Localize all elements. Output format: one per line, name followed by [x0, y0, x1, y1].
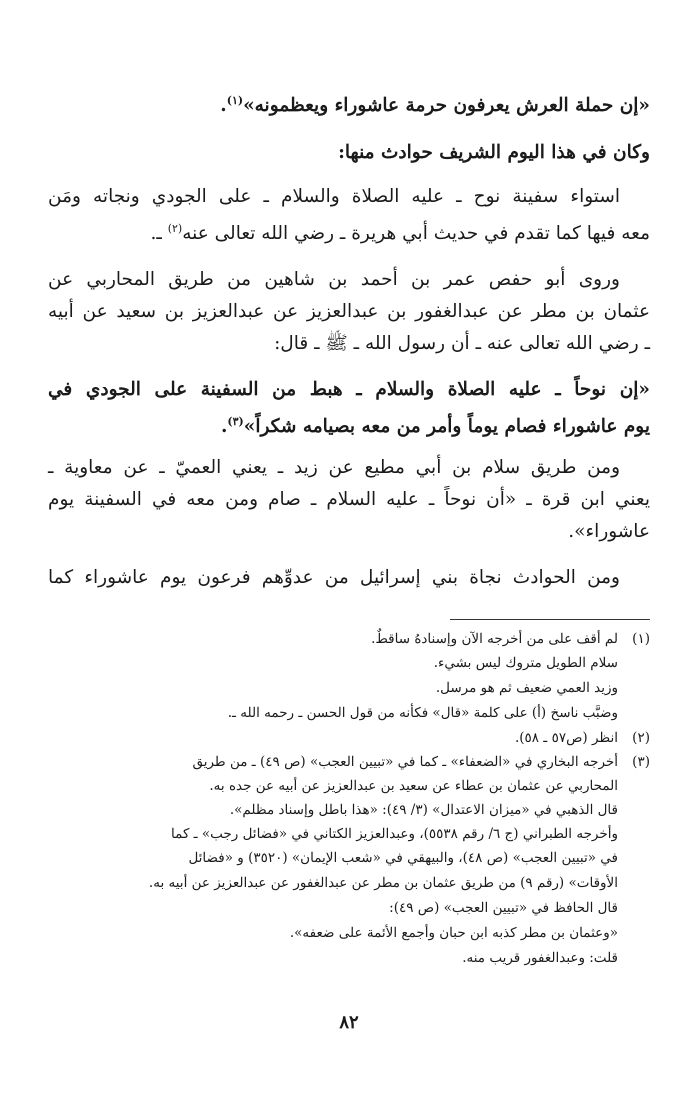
footnote-1: [48, 628, 650, 650]
footnote-2: [48, 727, 650, 749]
paragraph-line: [48, 213, 650, 250]
punctuation: ـ.: [150, 223, 168, 245]
footnote-line: قلت: وعبدالغفور قريب منه.: [462, 950, 618, 966]
quote-paragraph-1: [48, 85, 650, 122]
footnote-line: الأوقات» (رقم ٩) من طريق عثمان بن مطر عن عبدالغفور عن عبدالعزيز عن أبيه به.: [148, 875, 618, 891]
quote-text: «إن حملة العرش يعرفون حرمة عاشوراء ويعظمونه»: [243, 95, 650, 117]
footnote-number: (٢): [632, 730, 650, 746]
paragraph-text: معه فيها كما تقدم في حديث أبي هريرة ـ رضي الله تعالى عنه: [182, 223, 650, 245]
heading-text: وكان في هذا اليوم الشريف حوادث منها:: [338, 142, 650, 163]
footnote-ref: (١): [226, 94, 244, 107]
footnote-text: انظر (ص٥٧ ـ ٥٨).: [514, 730, 618, 746]
footnote-line: في «تبيين العجب» (ص ٤٨)، والبيهقي في «شعب الإيمان» (٣٥٢٠) و «فضائل: [188, 850, 618, 866]
page-number: ٨٢: [339, 1012, 359, 1033]
paragraph-line: وروى أبو حفص عمر بن أحمد بن شاهين من طريق المحاربي عن: [48, 269, 620, 290]
hadith-text: يوم عاشوراء فصام يوماً وأمر من معه بصيامه شكراً»: [243, 416, 650, 438]
footnote-ref: (٢): [167, 222, 183, 235]
footnote-line: «وعثمان بن مطر كذبه ابن حبان وأجمع الأئمة على ضعفه».: [289, 925, 618, 941]
paragraph-line: عاشوراء».: [568, 521, 650, 542]
punctuation: .: [220, 95, 227, 117]
paragraph-line: يعني ابن قرة ـ «أن نوحاً ـ عليه السلام ـ صام ومن معه في السفينة يوم: [48, 489, 650, 510]
paragraph-line: استواء سفينة نوح ـ عليه الصلاة والسلام ـ على الجودي ونجاته ومَن: [48, 186, 620, 207]
footnote-line: قال الحافظ في «تبيين العجب» (ص ٤٩):: [389, 900, 618, 916]
footnote-line: وأخرجه الطبراني (ج ٦/ رقم ٥٥٣٨)، وعبدالعزيز الكتاني في «فضائل رجب» ـ كما: [171, 826, 618, 842]
paragraph-line: ومن الحوادث نجاة بني إسرائيل من عدوِّهم فرعون يوم عاشوراء كما: [48, 567, 620, 588]
footnote-line: سلام الطويل متروك ليس بشيء.: [433, 655, 618, 671]
footnote-text: أخرجه البخاري في «الضعفاء» ـ كما في «تبيين العجب» (ص ٤٩) ـ من طريق: [192, 754, 618, 770]
footnote-3: [48, 751, 650, 773]
paragraph-line: عثمان بن مطر عن عبدالغفور بن عبدالعزيز عن عبدالعزيز بن سعيد عن أبيه: [48, 301, 650, 322]
footnote-ref: (٣): [227, 415, 244, 428]
footnote-line: وزيد العمي ضعيف ثم هو مرسل.: [435, 680, 618, 696]
hadith-line: [48, 406, 650, 443]
punctuation: .: [220, 416, 228, 438]
footnote-line: وضبَّب ناسخ (أ) على كلمة «قال» فكأنه من قول الحسن ـ رحمه الله ـ.: [227, 705, 618, 721]
footnote-text: لم أقف على من أخرجه الآن وإسنادهُ ساقطٌ.: [371, 631, 618, 647]
footnote-line: قال الذهبي في «ميزان الاعتدال» (٣/ ٤٩): «هذا باطل وإسناد مظلم».: [229, 802, 618, 818]
paragraph-line: ـ رضي الله تعالى عنه ـ أن رسول الله ـ ﷺ ـ قال:: [274, 333, 650, 354]
footnote-number: (١): [632, 631, 650, 647]
footnote-separator: [450, 619, 650, 620]
footnote-number: (٣): [632, 754, 650, 770]
hadith-line: «إن نوحاً ـ عليه الصلاة والسلام ـ هبط من السفينة على الجودي في: [48, 379, 650, 400]
paragraph-line: ومن طريق سلام بن أبي مطيع عن زيد ـ يعني العميّ ـ عن معاوية ـ: [48, 457, 620, 478]
footnote-line: المحاربي عن عثمان بن عطاء عن سعيد بن عبدالعزيز عن أبيه عن جده به.: [209, 778, 618, 794]
section-heading: [48, 137, 650, 169]
